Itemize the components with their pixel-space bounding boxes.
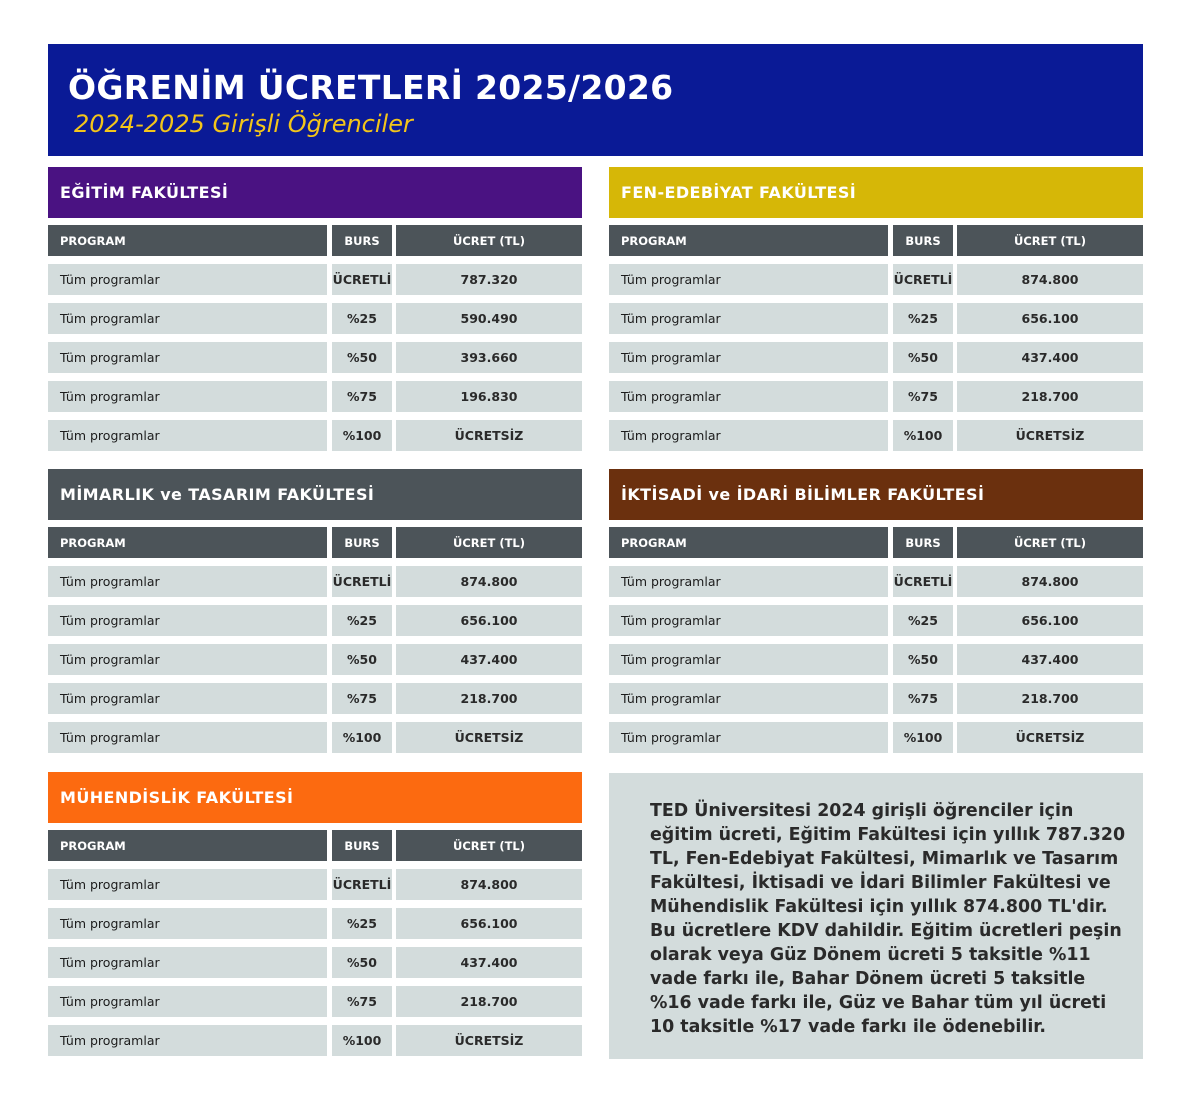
program-cell: Tüm programlar xyxy=(609,722,888,753)
burs-cell: %25 xyxy=(332,303,392,334)
program-cell: Tüm programlar xyxy=(48,908,327,939)
column-header-ucret: ÜCRET (TL) xyxy=(957,225,1143,256)
table-header-row xyxy=(48,830,582,861)
ucret-cell: ÜCRETSİZ xyxy=(396,722,582,753)
ucret-cell: 218.700 xyxy=(396,986,582,1017)
burs-cell: ÜCRETLİ xyxy=(332,566,392,597)
burs-cell: %50 xyxy=(332,947,392,978)
program-cell: Tüm programlar xyxy=(48,566,327,597)
ucret-cell: 437.400 xyxy=(957,342,1143,373)
burs-cell: %50 xyxy=(332,342,392,373)
burs-cell: %25 xyxy=(893,303,953,334)
program-cell: Tüm programlar xyxy=(48,264,327,295)
faculty-title: FEN-EDEBİYAT FAKÜLTESİ xyxy=(609,167,1143,218)
burs-cell: %100 xyxy=(332,1025,392,1056)
table-row xyxy=(48,381,582,412)
burs-cell: ÜCRETLİ xyxy=(893,264,953,295)
faculty-iktisadi-idari xyxy=(609,469,1143,753)
ucret-cell: 787.320 xyxy=(396,264,582,295)
info-box xyxy=(609,773,1143,1059)
faculty-title: MÜHENDİSLİK FAKÜLTESİ xyxy=(48,772,582,823)
burs-cell: %75 xyxy=(893,381,953,412)
column-header-burs: BURS xyxy=(332,225,392,256)
faculty-muhendislik xyxy=(48,772,582,1056)
column-header-burs: BURS xyxy=(893,225,953,256)
program-cell: Tüm programlar xyxy=(609,420,888,451)
ucret-cell: 393.660 xyxy=(396,342,582,373)
column-header-ucret: ÜCRET (TL) xyxy=(957,527,1143,558)
ucret-cell: 874.800 xyxy=(396,869,582,900)
burs-cell: %100 xyxy=(332,420,392,451)
column-header-ucret: ÜCRET (TL) xyxy=(396,830,582,861)
column-header-burs: BURS xyxy=(332,527,392,558)
table-row xyxy=(609,420,1143,451)
ucret-cell: 656.100 xyxy=(957,605,1143,636)
program-cell: Tüm programlar xyxy=(48,986,327,1017)
burs-cell: ÜCRETLİ xyxy=(332,869,392,900)
table-row xyxy=(48,722,582,753)
column-header-burs: BURS xyxy=(332,830,392,861)
program-cell: Tüm programlar xyxy=(609,342,888,373)
faculty-mimarlik-tasarim xyxy=(48,469,582,753)
ucret-cell: 874.800 xyxy=(396,566,582,597)
ucret-cell: ÜCRETSİZ xyxy=(957,722,1143,753)
table-row xyxy=(609,381,1143,412)
program-cell: Tüm programlar xyxy=(609,644,888,675)
ucret-cell: 590.490 xyxy=(396,303,582,334)
burs-cell: %25 xyxy=(893,605,953,636)
faculty-title: İKTİSADİ ve İDARİ BİLİMLER FAKÜLTESİ xyxy=(609,469,1143,520)
faculty-fen-edebiyat xyxy=(609,167,1143,451)
ucret-cell: 218.700 xyxy=(396,683,582,714)
table-row xyxy=(609,342,1143,373)
ucret-cell: 218.700 xyxy=(957,683,1143,714)
faculty-title: EĞİTİM FAKÜLTESİ xyxy=(48,167,582,218)
page-subtitle: 2024-2025 Girişli Öğrenciler xyxy=(74,110,413,138)
table-row xyxy=(48,908,582,939)
program-cell: Tüm programlar xyxy=(48,381,327,412)
table-row xyxy=(48,644,582,675)
ucret-cell: ÜCRETSİZ xyxy=(396,1025,582,1056)
program-cell: Tüm programlar xyxy=(609,303,888,334)
program-cell: Tüm programlar xyxy=(609,683,888,714)
faculty-egitim xyxy=(48,167,582,451)
table-header-row xyxy=(48,225,582,256)
table-row xyxy=(48,566,582,597)
table-row xyxy=(609,683,1143,714)
burs-cell: %75 xyxy=(893,683,953,714)
burs-cell: %100 xyxy=(893,722,953,753)
page-title: ÖĞRENİM ÜCRETLERİ 2025/2026 xyxy=(68,68,674,107)
column-header-ucret: ÜCRET (TL) xyxy=(396,527,582,558)
table-row xyxy=(48,947,582,978)
column-header-program: PROGRAM xyxy=(609,225,888,256)
ucret-cell: 656.100 xyxy=(396,605,582,636)
ucret-cell: 196.830 xyxy=(396,381,582,412)
burs-cell: ÜCRETLİ xyxy=(893,566,953,597)
burs-cell: %75 xyxy=(332,683,392,714)
burs-cell: %50 xyxy=(332,644,392,675)
program-cell: Tüm programlar xyxy=(48,342,327,373)
program-cell: Tüm programlar xyxy=(48,722,327,753)
table-row xyxy=(609,722,1143,753)
ucret-cell: ÜCRETSİZ xyxy=(396,420,582,451)
table-row xyxy=(609,644,1143,675)
ucret-cell: 218.700 xyxy=(957,381,1143,412)
column-header-program: PROGRAM xyxy=(48,527,327,558)
program-cell: Tüm programlar xyxy=(48,1025,327,1056)
column-header-program: PROGRAM xyxy=(609,527,888,558)
ucret-cell: 874.800 xyxy=(957,566,1143,597)
table-row xyxy=(48,869,582,900)
program-cell: Tüm programlar xyxy=(48,303,327,334)
faculty-title: MİMARLIK ve TASARIM FAKÜLTESİ xyxy=(48,469,582,520)
column-header-burs: BURS xyxy=(893,527,953,558)
table-row xyxy=(609,303,1143,334)
burs-cell: %75 xyxy=(332,986,392,1017)
table-row xyxy=(48,303,582,334)
table-row xyxy=(48,986,582,1017)
burs-cell: ÜCRETLİ xyxy=(332,264,392,295)
table-header-row xyxy=(609,527,1143,558)
burs-cell: %100 xyxy=(332,722,392,753)
table-row xyxy=(48,1025,582,1056)
program-cell: Tüm programlar xyxy=(48,683,327,714)
table-row xyxy=(48,420,582,451)
info-text: TED Üniversitesi 2024 girişli öğrenciler için eğitim ücreti, Eğitim Fakültesi için yıllık 787.320 TL, Fen-Edebiyat Fakültesi, Mimarlık ve Tasarım Fakültesi, İktisadi ve İdari Bilimler Fakültesi ve Mühendislik Fakültesi için yıllık 874.800 TL'dir. Bu ücretlere KDV dahildir. Eğitim ücretleri peşin olarak veya Güz Dönem ücreti 5 taksitle %11 vade farkı ile, Bahar Dönem ücreti 5 taksitle %16 vade farkı ile, Güz ve Bahar tüm yıl ücreti 10 taksitle %17 vade farkı ile ödenebilir. xyxy=(650,801,1126,1037)
page-header xyxy=(48,44,1143,156)
ucret-cell: 437.400 xyxy=(957,644,1143,675)
column-header-program: PROGRAM xyxy=(48,830,327,861)
ucret-cell: 437.400 xyxy=(396,947,582,978)
table-row xyxy=(48,264,582,295)
program-cell: Tüm programlar xyxy=(609,264,888,295)
ucret-cell: 437.400 xyxy=(396,644,582,675)
program-cell: Tüm programlar xyxy=(48,605,327,636)
column-header-program: PROGRAM xyxy=(48,225,327,256)
table-row xyxy=(48,683,582,714)
program-cell: Tüm programlar xyxy=(48,420,327,451)
table-header-row xyxy=(48,527,582,558)
table-row xyxy=(609,264,1143,295)
burs-cell: %50 xyxy=(893,342,953,373)
ucret-cell: ÜCRETSİZ xyxy=(957,420,1143,451)
ucret-cell: 656.100 xyxy=(957,303,1143,334)
program-cell: Tüm programlar xyxy=(609,381,888,412)
burs-cell: %25 xyxy=(332,605,392,636)
program-cell: Tüm programlar xyxy=(609,605,888,636)
program-cell: Tüm programlar xyxy=(48,947,327,978)
ucret-cell: 874.800 xyxy=(957,264,1143,295)
ucret-cell: 656.100 xyxy=(396,908,582,939)
burs-cell: %100 xyxy=(893,420,953,451)
program-cell: Tüm programlar xyxy=(48,869,327,900)
program-cell: Tüm programlar xyxy=(48,644,327,675)
table-row xyxy=(609,605,1143,636)
burs-cell: %75 xyxy=(332,381,392,412)
column-header-ucret: ÜCRET (TL) xyxy=(396,225,582,256)
table-row xyxy=(48,605,582,636)
table-row xyxy=(609,566,1143,597)
burs-cell: %50 xyxy=(893,644,953,675)
table-row xyxy=(48,342,582,373)
program-cell: Tüm programlar xyxy=(609,566,888,597)
table-header-row xyxy=(609,225,1143,256)
burs-cell: %25 xyxy=(332,908,392,939)
